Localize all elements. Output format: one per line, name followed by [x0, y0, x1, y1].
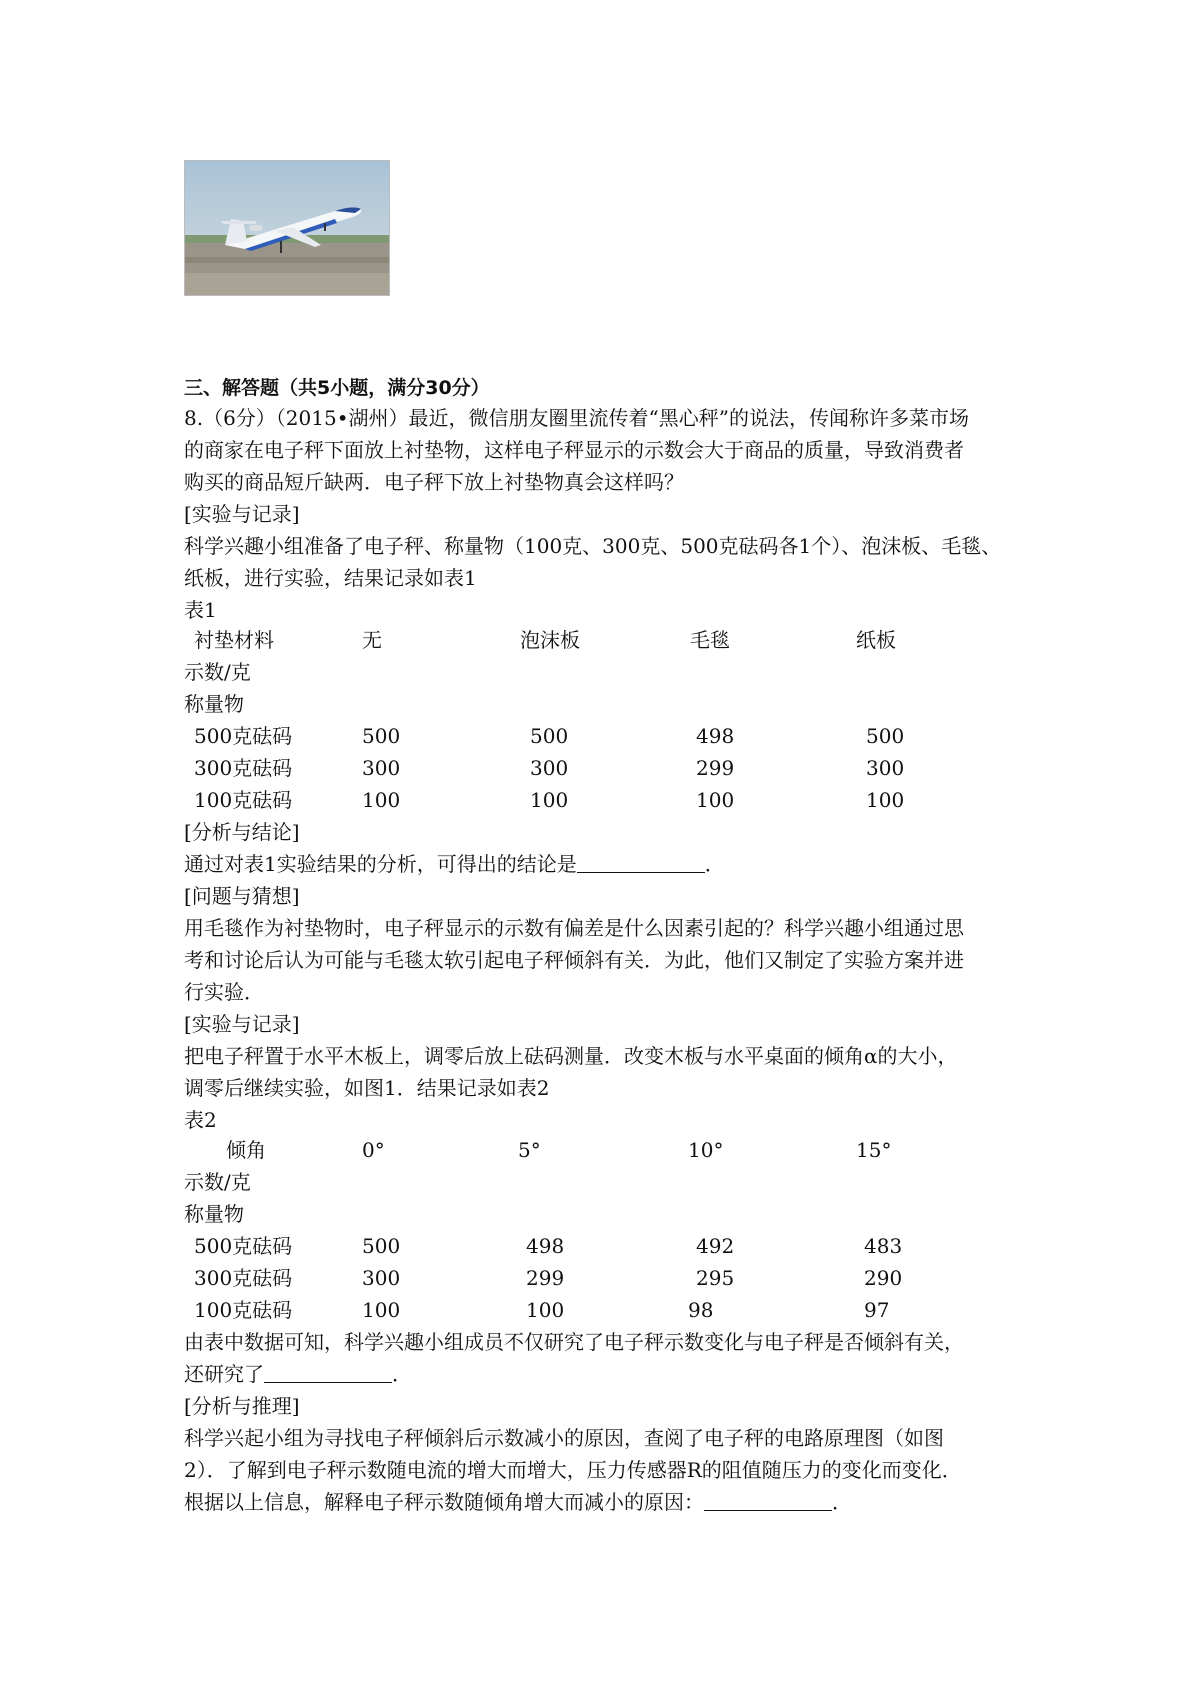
table2-cell: 100 [526, 1298, 565, 1322]
conclusion2-text: 还研究了 [184, 1362, 264, 1386]
table2-unit-label: 示数/克 [184, 1170, 251, 1194]
conclusion2-end: ． [392, 1362, 412, 1386]
table1-cell: 299 [696, 756, 735, 780]
question-stem-line: 8.（6分）（2015•湖州）最近，微信朋友圈里流传着“黑心秤”的说法，传闻称许多菜市场 [184, 406, 969, 430]
table1-cell: 300 [530, 756, 569, 780]
table1-caption: 表1 [184, 598, 217, 622]
reasoning-end: ． [832, 1490, 852, 1514]
experiment1-text: 科学兴趣小组准备了电子秤、称量物（100克、300克、500克砝码各1个）、泡沫板、毛毯、 [184, 534, 1002, 558]
question-stem-line: 的商家在电子秤下面放上衬垫物，这样电子秤显示的示数会大于商品的质量，导致消费者 [184, 438, 964, 462]
table2-cell: 295 [696, 1266, 735, 1290]
table2-cell: 300 [362, 1266, 401, 1290]
table1-column-header: 泡沫板 [520, 628, 580, 652]
table1-cell: 100 [866, 788, 905, 812]
analysis1-end: ． [704, 852, 725, 876]
table1-row-name: 300克砝码 [194, 756, 293, 780]
experiment1-heading: [实验与记录] [184, 502, 300, 526]
table1-cell: 100 [362, 788, 401, 812]
table1-column-header: 毛毯 [690, 628, 730, 652]
table2-cell: 98 [688, 1298, 714, 1322]
table2-cell: 483 [864, 1234, 903, 1258]
table1-column-header: 纸板 [856, 628, 896, 652]
table2-row-name: 500克砝码 [194, 1234, 293, 1258]
analysis1-heading: [分析与结论] [184, 820, 300, 844]
reasoning-line [184, 1488, 852, 1516]
table1-cell: 500 [530, 724, 569, 748]
table1-row-label: 称量物 [184, 692, 244, 716]
table2-column-header: 15° [856, 1138, 892, 1162]
hypothesis-text: 考和讨论后认为可能与毛毯太软引起电子秤倾斜有关．为此，他们又制定了实验方案并进 [184, 948, 964, 972]
answer-blank[interactable] [704, 1490, 832, 1511]
table2-cell: 97 [864, 1298, 890, 1322]
hypothesis-text: 用毛毯作为衬垫物时，电子秤显示的示数有偏差是什么因素引起的？科学兴趣小组通过思 [184, 916, 964, 940]
experiment2-text: 调零后继续实验，如图1．结果记录如表2 [184, 1076, 550, 1100]
reasoning-text: 根据以上信息，解释电子秤示数随倾角增大而减小的原因： [184, 1490, 704, 1514]
table1-column-header: 无 [362, 628, 382, 652]
table1-row-name: 500克砝码 [194, 724, 293, 748]
question-stem-line: 购买的商品短斤缺两．电子秤下放上衬垫物真会这样吗？ [184, 470, 684, 494]
conclusion2-line [184, 1360, 412, 1388]
table1-cell: 300 [866, 756, 905, 780]
table2-cell: 492 [696, 1234, 735, 1258]
table2-caption: 表2 [184, 1108, 217, 1132]
table2-cell: 500 [362, 1234, 401, 1258]
table1-cell: 498 [696, 724, 735, 748]
table2-column-header: 0° [362, 1138, 385, 1162]
table2-column-header: 5° [518, 1138, 541, 1162]
reasoning-text: 科学兴起小组为寻找电子秤倾斜后示数减小的原因，查阅了电子秤的电路原理图（如图 [184, 1426, 944, 1450]
hypothesis-heading: [问题与猜想] [184, 884, 300, 908]
table1-row-name: 100克砝码 [194, 788, 293, 812]
table2-cell: 100 [362, 1298, 401, 1322]
experiment2-text: 把电子秤置于水平木板上，调零后放上砝码测量．改变木板与水平桌面的倾角α的大小， [184, 1044, 958, 1068]
reasoning-heading: [分析与推理] [184, 1394, 300, 1418]
table2-cell: 498 [526, 1234, 565, 1258]
table2-row-name: 300克砝码 [194, 1266, 293, 1290]
analysis1-text: 通过对表1实验结果的分析，可得出的结论是 [184, 852, 577, 876]
section-heading: 三、解答题（共5小题，满分30分） [184, 377, 490, 399]
experiment1-text: 纸板，进行实验，结果记录如表1 [184, 566, 477, 590]
table2-row-name: 100克砝码 [194, 1298, 293, 1322]
table1-header-label: 衬垫材料 [194, 628, 274, 652]
conclusion2-text: 由表中数据可知，科学兴趣小组成员不仅研究了电子秤示数变化与电子秤是否倾斜有关， [184, 1330, 964, 1354]
hypothesis-text: 行实验． [184, 980, 264, 1004]
reasoning-text: 2）．了解到电子秤示数随电流的增大而增大，压力传感器R的阻值随压力的变化而变化． [184, 1458, 962, 1482]
answer-blank[interactable] [264, 1362, 392, 1383]
table2-cell: 290 [864, 1266, 903, 1290]
table2-column-header: 10° [688, 1138, 724, 1162]
airplane-photo [184, 160, 390, 296]
table1-cell: 100 [696, 788, 735, 812]
table1-unit-label: 示数/克 [184, 660, 251, 684]
table1-cell: 100 [530, 788, 569, 812]
table2-row-label: 称量物 [184, 1202, 244, 1226]
table2-cell: 299 [526, 1266, 565, 1290]
table1-cell: 300 [362, 756, 401, 780]
table2-header-label: 倾角 [226, 1138, 266, 1162]
analysis1-line [184, 850, 725, 878]
table1-cell: 500 [866, 724, 905, 748]
table1-cell: 500 [362, 724, 401, 748]
experiment2-heading: [实验与记录] [184, 1012, 300, 1036]
answer-blank[interactable] [577, 852, 705, 873]
